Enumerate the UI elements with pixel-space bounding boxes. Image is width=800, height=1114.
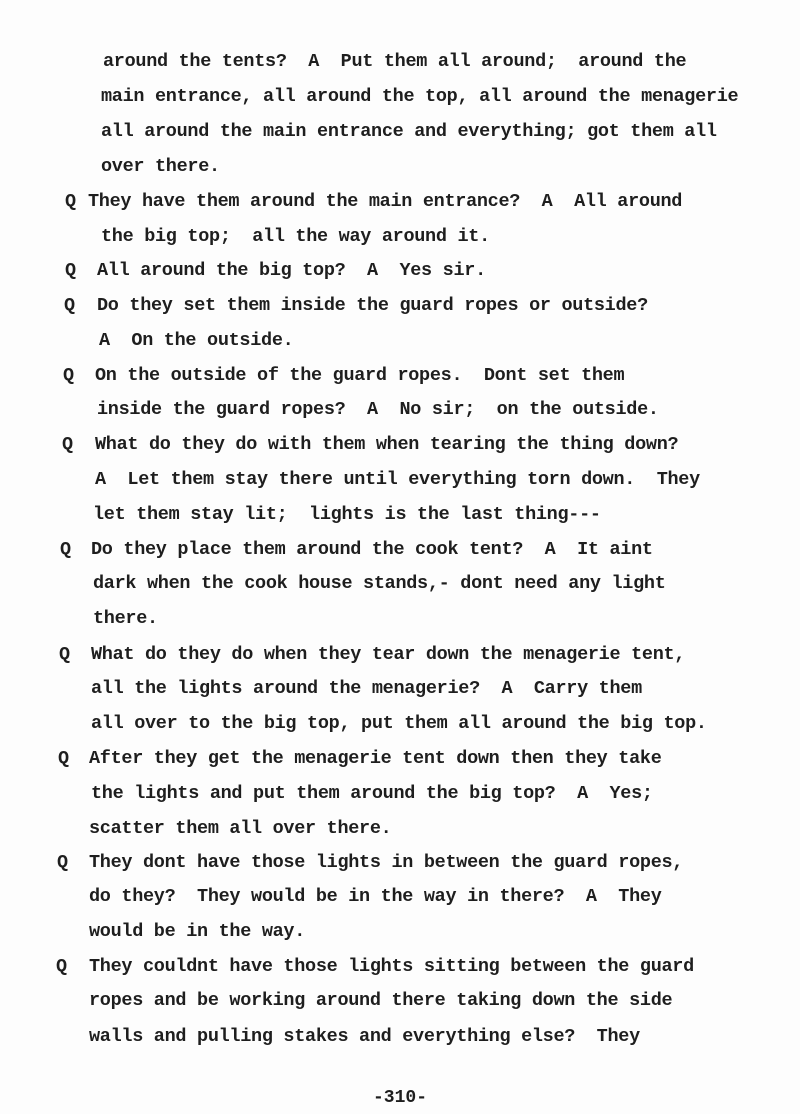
transcript-line: On the outside of the guard ropes. Dont set them: [95, 365, 625, 386]
transcript-line: Do they set them inside the guard ropes or outside?: [97, 295, 648, 316]
transcript-line: They dont have those lights in between the guard ropes,: [89, 852, 684, 873]
transcript-line: all the lights around the menagerie? A Carry them: [91, 678, 642, 699]
transcript-line: inside the guard ropes? A No sir; on the outside.: [97, 399, 659, 420]
transcript-line: A Let them stay there until everything torn down. They: [95, 469, 700, 490]
page-number: -310-: [372, 1088, 427, 1108]
question-marker: Q: [62, 434, 74, 455]
transcript-line: dark when the cook house stands,- dont need any light: [93, 573, 666, 594]
question-marker: Q: [65, 191, 77, 212]
transcript-line: ropes and be working around there taking down the side: [89, 990, 673, 1011]
transcript-line: A On the outside.: [99, 330, 294, 351]
question-marker: Q: [60, 539, 72, 560]
transcript-line: What do they do when they tear down the menagerie tent,: [91, 644, 686, 665]
question-marker: Q: [59, 644, 71, 665]
transcript-line: all around the main entrance and everything; got them all: [101, 121, 717, 142]
transcript-line: main entrance, all around the top, all around the menagerie: [101, 86, 739, 107]
transcript-line: let them stay lit; lights is the last thing---: [93, 504, 601, 525]
transcript-line: over there.: [101, 156, 220, 177]
question-marker: Q: [57, 852, 69, 873]
question-marker: Q: [56, 956, 68, 977]
transcript-line: They couldnt have those lights sitting between the guard: [89, 956, 694, 977]
transcript-line: the lights and put them around the big top? A Yes;: [91, 783, 653, 804]
question-marker: Q: [63, 365, 75, 386]
transcript-line: What do they do with them when tearing the thing down?: [95, 434, 679, 455]
transcript-line: the big top; all the way around it.: [101, 226, 490, 247]
transcript-line: After they get the menagerie tent down then they take: [89, 748, 662, 769]
transcript-line: would be in the way.: [89, 921, 306, 942]
transcript-line: scatter them all over there.: [89, 818, 392, 839]
transcript-line: all over to the big top, put them all around the big top.: [91, 713, 707, 734]
transcript-line: do they? They would be in the way in there? A They: [89, 886, 662, 907]
transcript-line: there.: [93, 608, 158, 629]
transcript-line: All around the big top? A Yes sir.: [97, 260, 486, 281]
transcript-line: around the tents? A Put them all around; around the: [103, 51, 687, 72]
transcript-line: They have them around the main entrance? A All around: [88, 191, 683, 212]
question-marker: Q: [58, 748, 70, 769]
question-marker: Q: [65, 260, 77, 281]
question-marker: Q: [64, 295, 76, 316]
transcript-line: walls and pulling stakes and everything else? They: [89, 1026, 640, 1047]
transcript-line: Do they place them around the cook tent? A It aint: [91, 539, 653, 560]
